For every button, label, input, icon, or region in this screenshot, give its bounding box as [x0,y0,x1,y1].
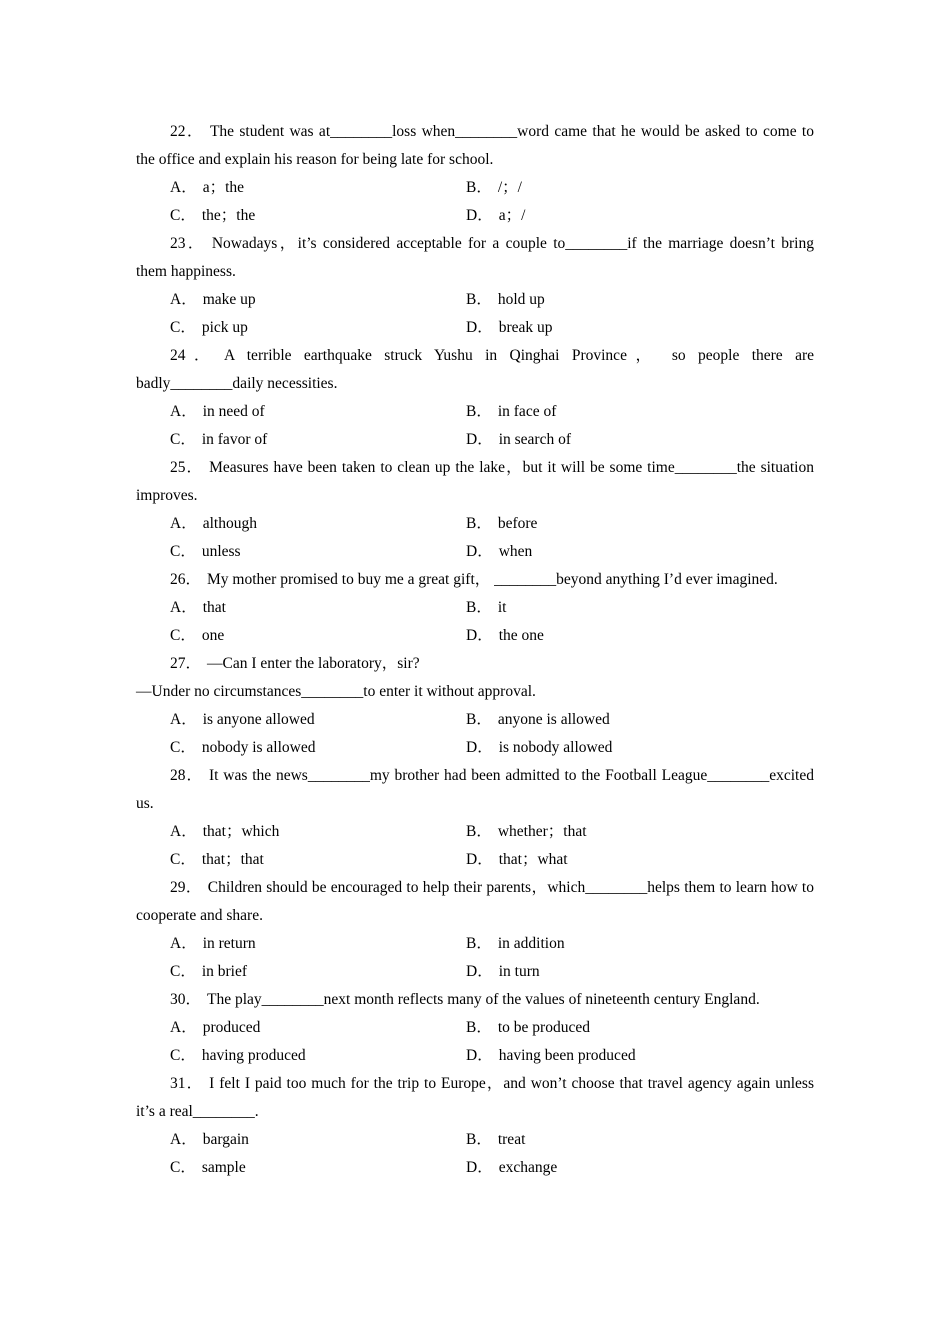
option-d[interactable] [466,958,540,986]
option-b[interactable] [466,818,587,846]
option-c[interactable] [170,538,241,566]
question-stem [136,762,814,818]
option-letter: A． [170,1019,197,1036]
question-number: 28． [170,767,203,784]
option-letter: D． [466,739,493,756]
option-b[interactable] [466,174,522,202]
question-text: The student was at________loss when________word came that he would be asked to come to the office and explain his reason for being late for school. [136,123,814,168]
option-text: although [202,515,257,532]
question-number: 24． [170,347,219,364]
option-letter: D． [466,963,493,980]
option-b[interactable] [466,930,565,958]
question-stem [136,1070,814,1126]
option-text: sample [201,1159,246,1176]
option-letter: D． [466,627,493,644]
option-text: pick up [201,319,248,336]
option-text: that [202,599,226,616]
option-text: whether；that [497,823,587,840]
question-27 [136,650,814,762]
question-text: The play________next month reflects many of the values of nineteenth century England. [207,991,760,1008]
option-text: in return [202,935,256,952]
question-text: It was the news________my brother had been admitted to the Football League________excited us. [136,767,814,812]
option-letter: B． [466,179,492,196]
question-number: 30． [170,991,202,1008]
option-text: when [498,543,533,560]
option-c[interactable] [170,1154,246,1182]
option-text: hold up [497,291,545,308]
option-a[interactable] [170,286,256,314]
option-a[interactable] [170,818,279,846]
option-row [136,1154,814,1182]
option-row [136,510,814,538]
question-text: A terrible earthquake struck Yushu in Qinghai Province， so people there are badly________daily necessities. [136,347,814,392]
option-row [136,930,814,958]
option-letter: A． [170,291,197,308]
option-text: break up [498,319,553,336]
option-d[interactable] [466,622,544,650]
option-c[interactable] [170,846,264,874]
question-number: 22． [170,123,204,140]
option-letter: D． [466,543,493,560]
option-c[interactable] [170,426,267,454]
option-letter: B． [466,403,492,420]
option-row [136,1126,814,1154]
question-stem [136,454,814,510]
question-29 [136,874,814,986]
option-row [136,594,814,622]
option-b[interactable] [466,594,506,622]
option-letter: B． [466,1131,492,1148]
option-letter: A． [170,823,197,840]
option-row [136,706,814,734]
option-text: it [497,599,507,616]
option-row [136,286,814,314]
question-list [136,118,814,1182]
option-text: in addition [497,935,565,952]
option-d[interactable] [466,426,571,454]
option-letter: B． [466,515,492,532]
option-letter: C． [170,431,196,448]
option-b[interactable] [466,706,610,734]
question-stem [136,986,814,1014]
question-text: Nowadays，it’s considered acceptable for a couple to________if the marriage doesn’t bring them happiness. [136,235,814,280]
option-text: in search of [498,431,572,448]
option-letter: C． [170,207,196,224]
option-text: is anyone allowed [202,711,315,728]
question-number: 27． [170,655,202,672]
option-row [136,202,814,230]
option-a[interactable] [170,174,244,202]
option-text: bargain [202,1131,249,1148]
option-text: having been produced [498,1047,636,1064]
option-b[interactable] [466,398,556,426]
option-row [136,958,814,986]
question-number: 25． [170,459,204,476]
option-text: treat [497,1131,526,1148]
option-letter: A． [170,599,197,616]
option-a[interactable] [170,1126,249,1154]
option-letter: B． [466,599,492,616]
option-text: that；that [201,851,264,868]
option-c[interactable] [170,314,248,342]
question-30 [136,986,814,1070]
option-a[interactable] [170,594,226,622]
option-d[interactable] [466,314,553,342]
option-text: the；the [201,207,256,224]
question-stem [136,230,814,286]
option-d[interactable] [466,846,568,874]
option-letter: C． [170,963,196,980]
option-row [136,426,814,454]
option-letter: A． [170,179,197,196]
option-a[interactable] [170,930,256,958]
question-number: 26． [170,571,202,588]
option-a[interactable] [170,510,257,538]
question-number: 23． [170,235,206,252]
option-row [136,818,814,846]
option-row [136,846,814,874]
option-text: to be produced [497,1019,590,1036]
option-c[interactable] [170,1042,306,1070]
option-letter: B． [466,935,492,952]
option-letter: B． [466,1019,492,1036]
option-letter: C． [170,1159,196,1176]
option-letter: C． [170,543,196,560]
question-22 [136,118,814,230]
option-b[interactable] [466,1014,590,1042]
question-31 [136,1070,814,1182]
option-b[interactable] [466,1126,525,1154]
option-letter: D． [466,431,493,448]
option-a[interactable] [170,398,265,426]
question-stem [136,566,814,594]
question-text: Children should be encouraged to help their parents，which________helps them to learn how to cooperate and share. [136,879,814,924]
option-letter: B． [466,711,492,728]
option-letter: A． [170,935,197,952]
question-number: 29． [170,879,202,896]
option-c[interactable] [170,622,224,650]
option-d[interactable] [466,734,612,762]
question-stem [136,342,814,398]
question-number: 31． [170,1075,204,1092]
option-text: a；the [202,179,245,196]
option-letter: C． [170,739,196,756]
question-stem [136,874,814,930]
option-letter: C． [170,627,196,644]
option-row [136,314,814,342]
option-letter: C． [170,1047,196,1064]
question-25 [136,454,814,566]
option-d[interactable] [466,1042,636,1070]
option-letter: C． [170,319,196,336]
question-text: Measures have been taken to clean up the lake，but it will be some time________the situation improves. [136,459,814,504]
question-text: My mother promised to buy me a great gift， ________beyond anything I’d ever imagined. [207,571,778,588]
option-d[interactable] [466,538,532,566]
option-text: that；which [202,823,280,840]
question-reply: —Under no circumstances________to enter it without approval. [136,683,536,700]
option-letter: D． [466,851,493,868]
option-row [136,398,814,426]
option-text: nobody is allowed [201,739,316,756]
option-letter: D． [466,1159,493,1176]
option-letter: C． [170,851,196,868]
option-text: having produced [201,1047,306,1064]
option-letter: A． [170,403,197,420]
option-row [136,1014,814,1042]
option-text: that；what [498,851,568,868]
option-row [136,174,814,202]
option-d[interactable] [466,1154,557,1182]
option-text: in brief [201,963,248,980]
option-text: /；/ [497,179,522,196]
option-text: before [497,515,538,532]
question-text: —Can I enter the laboratory，sir? [207,655,420,672]
option-c[interactable] [170,202,255,230]
option-text: unless [201,543,241,560]
option-text: in turn [498,963,540,980]
option-text: in need of [202,403,265,420]
option-c[interactable] [170,734,316,762]
question-stem [136,650,814,678]
option-letter: D． [466,1047,493,1064]
option-row [136,538,814,566]
option-a[interactable] [170,706,315,734]
option-text: anyone is allowed [497,711,610,728]
option-letter: D． [466,319,493,336]
option-row [136,734,814,762]
option-c[interactable] [170,958,247,986]
option-text: one [201,627,225,644]
option-d[interactable] [466,202,525,230]
option-text: make up [202,291,256,308]
option-b[interactable] [466,286,545,314]
option-letter: B． [466,291,492,308]
option-letter: D． [466,207,493,224]
question-23 [136,230,814,342]
option-b[interactable] [466,510,537,538]
option-text: produced [202,1019,261,1036]
option-letter: A． [170,515,197,532]
option-text: the one [498,627,544,644]
option-letter: A． [170,1131,197,1148]
question-stem [136,118,814,174]
option-text: is nobody allowed [498,739,613,756]
option-text: in face of [497,403,557,420]
question-26 [136,566,814,650]
option-letter: A． [170,711,197,728]
option-row [136,622,814,650]
option-a[interactable] [170,1014,260,1042]
option-text: a；/ [498,207,526,224]
question-28 [136,762,814,874]
question-24 [136,342,814,454]
option-letter: B． [466,823,492,840]
option-text: in favor of [201,431,268,448]
option-row [136,1042,814,1070]
option-text: exchange [498,1159,558,1176]
question-text: I felt I paid too much for the trip to Europe，and won’t choose that travel agency again unless it’s a real________. [136,1075,814,1120]
